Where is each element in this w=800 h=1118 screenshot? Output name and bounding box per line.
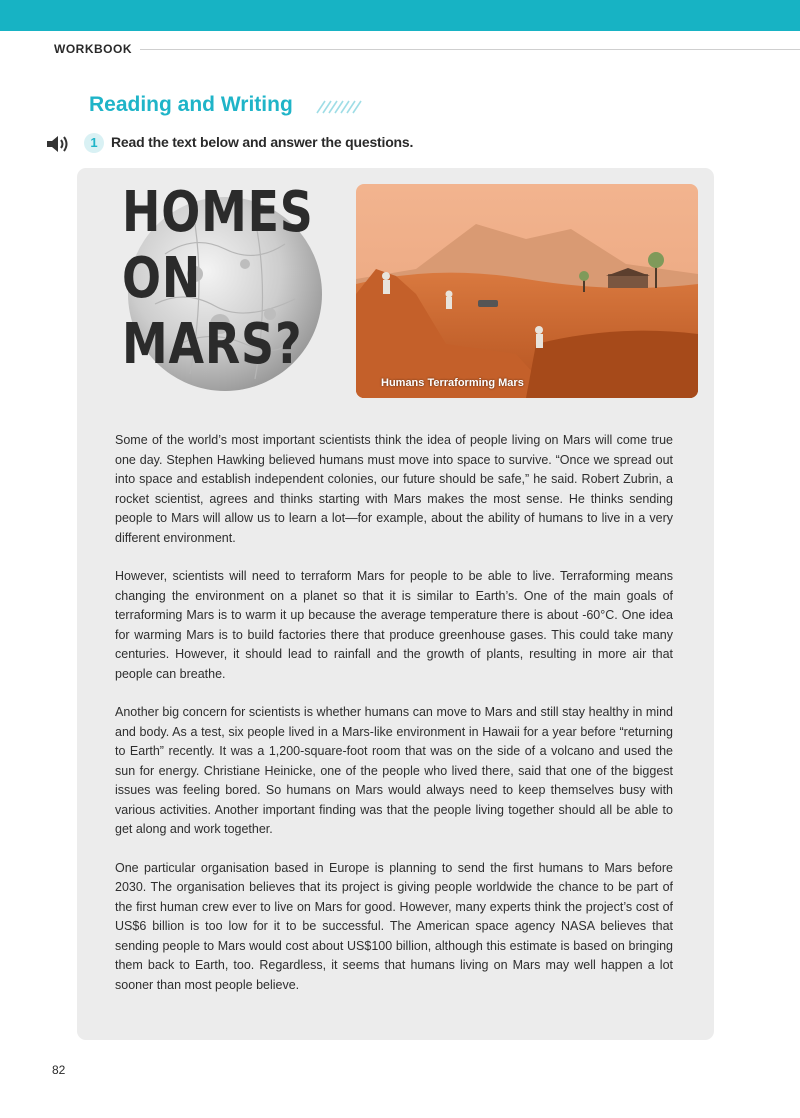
workbook-label: WORKBOOK: [54, 42, 132, 56]
mars-illustration: [356, 184, 698, 398]
section-title: Reading and Writing: [89, 93, 293, 116]
headline-line: HOMES: [122, 180, 314, 245]
task-instruction: Read the text below and answer the questions.: [111, 134, 414, 150]
article-body: [115, 431, 673, 1014]
top-color-bar: [0, 0, 800, 31]
speaker-icon[interactable]: [45, 134, 73, 154]
headline-line: MARS?: [122, 312, 303, 377]
image-caption: Humans Terraforming Mars: [381, 377, 524, 389]
article-paragraph: However, scientists will need to terraform Mars for people to be able to live. Terraforming means changing the environment on a planet so that it is similar to Earth’s. One of the main goals of terraforming Mars is to warm it up because the average temperature there is about -60°C. One idea for warming Mars is to build factories there that produce greenhouse gases. This could take many centuries. However, it should lead to rainfall and the growth of plants, resulting in more air that people can breathe.: [115, 569, 673, 681]
page-number: 82: [52, 1063, 66, 1077]
task-number: 1: [84, 133, 104, 153]
article-paragraph: Another big concern for scientists is whether humans can move to Mars and still stay healthy in mind and body. As a test, six people lived in a Mars-like environment in Hawaii for a year before “returning to Earth” recently. It was a 1,200-square-foot room that was on the side of a volcano and used the sun for energy. Christiane Heinicke, one of the people who lived there, said that one of the biggest issues was feeling bored. So humans on Mars would always need to keep themselves busy with various activities. Another important finding was that the people living together should all be able to get along and work together.: [115, 705, 673, 836]
article-paragraph: Some of the world’s most important scientists think the idea of people living on Mars will come true one day. Stephen Hawking believed humans must move into space to survive. “Once we spread out into space and establish independent colonies, our future should be safe,” he said. Robert Zubrin, a rocket scientist, agrees and thinks starting with Mars makes the most sense. He thinks sending people to Mars will allow us to learn a lot—for example, about the ability of humans to live in a very different environment.: [115, 433, 673, 545]
article-paragraph: One particular organisation based in Europe is planning to send the first humans to Mars before 2030. The organisation believes that its project is giving people worldwide the chance to be part of the first human crew ever to live on Mars for good. However, many experts think the project’s cost of US$6 billion is too low for it to be successful. The American space agency NASA believes that sending people to Mars would cost about US$100 billion, although this estimate is based on bringing them back to Earth, too. Regardless, it seems that humans living on Mars may well happen a lot sooner than most people believe.: [115, 860, 673, 992]
article-headline: [122, 180, 314, 378]
title-decoration-icon: [313, 100, 365, 114]
headline-line: ON: [122, 246, 202, 311]
header-divider: [140, 49, 800, 50]
